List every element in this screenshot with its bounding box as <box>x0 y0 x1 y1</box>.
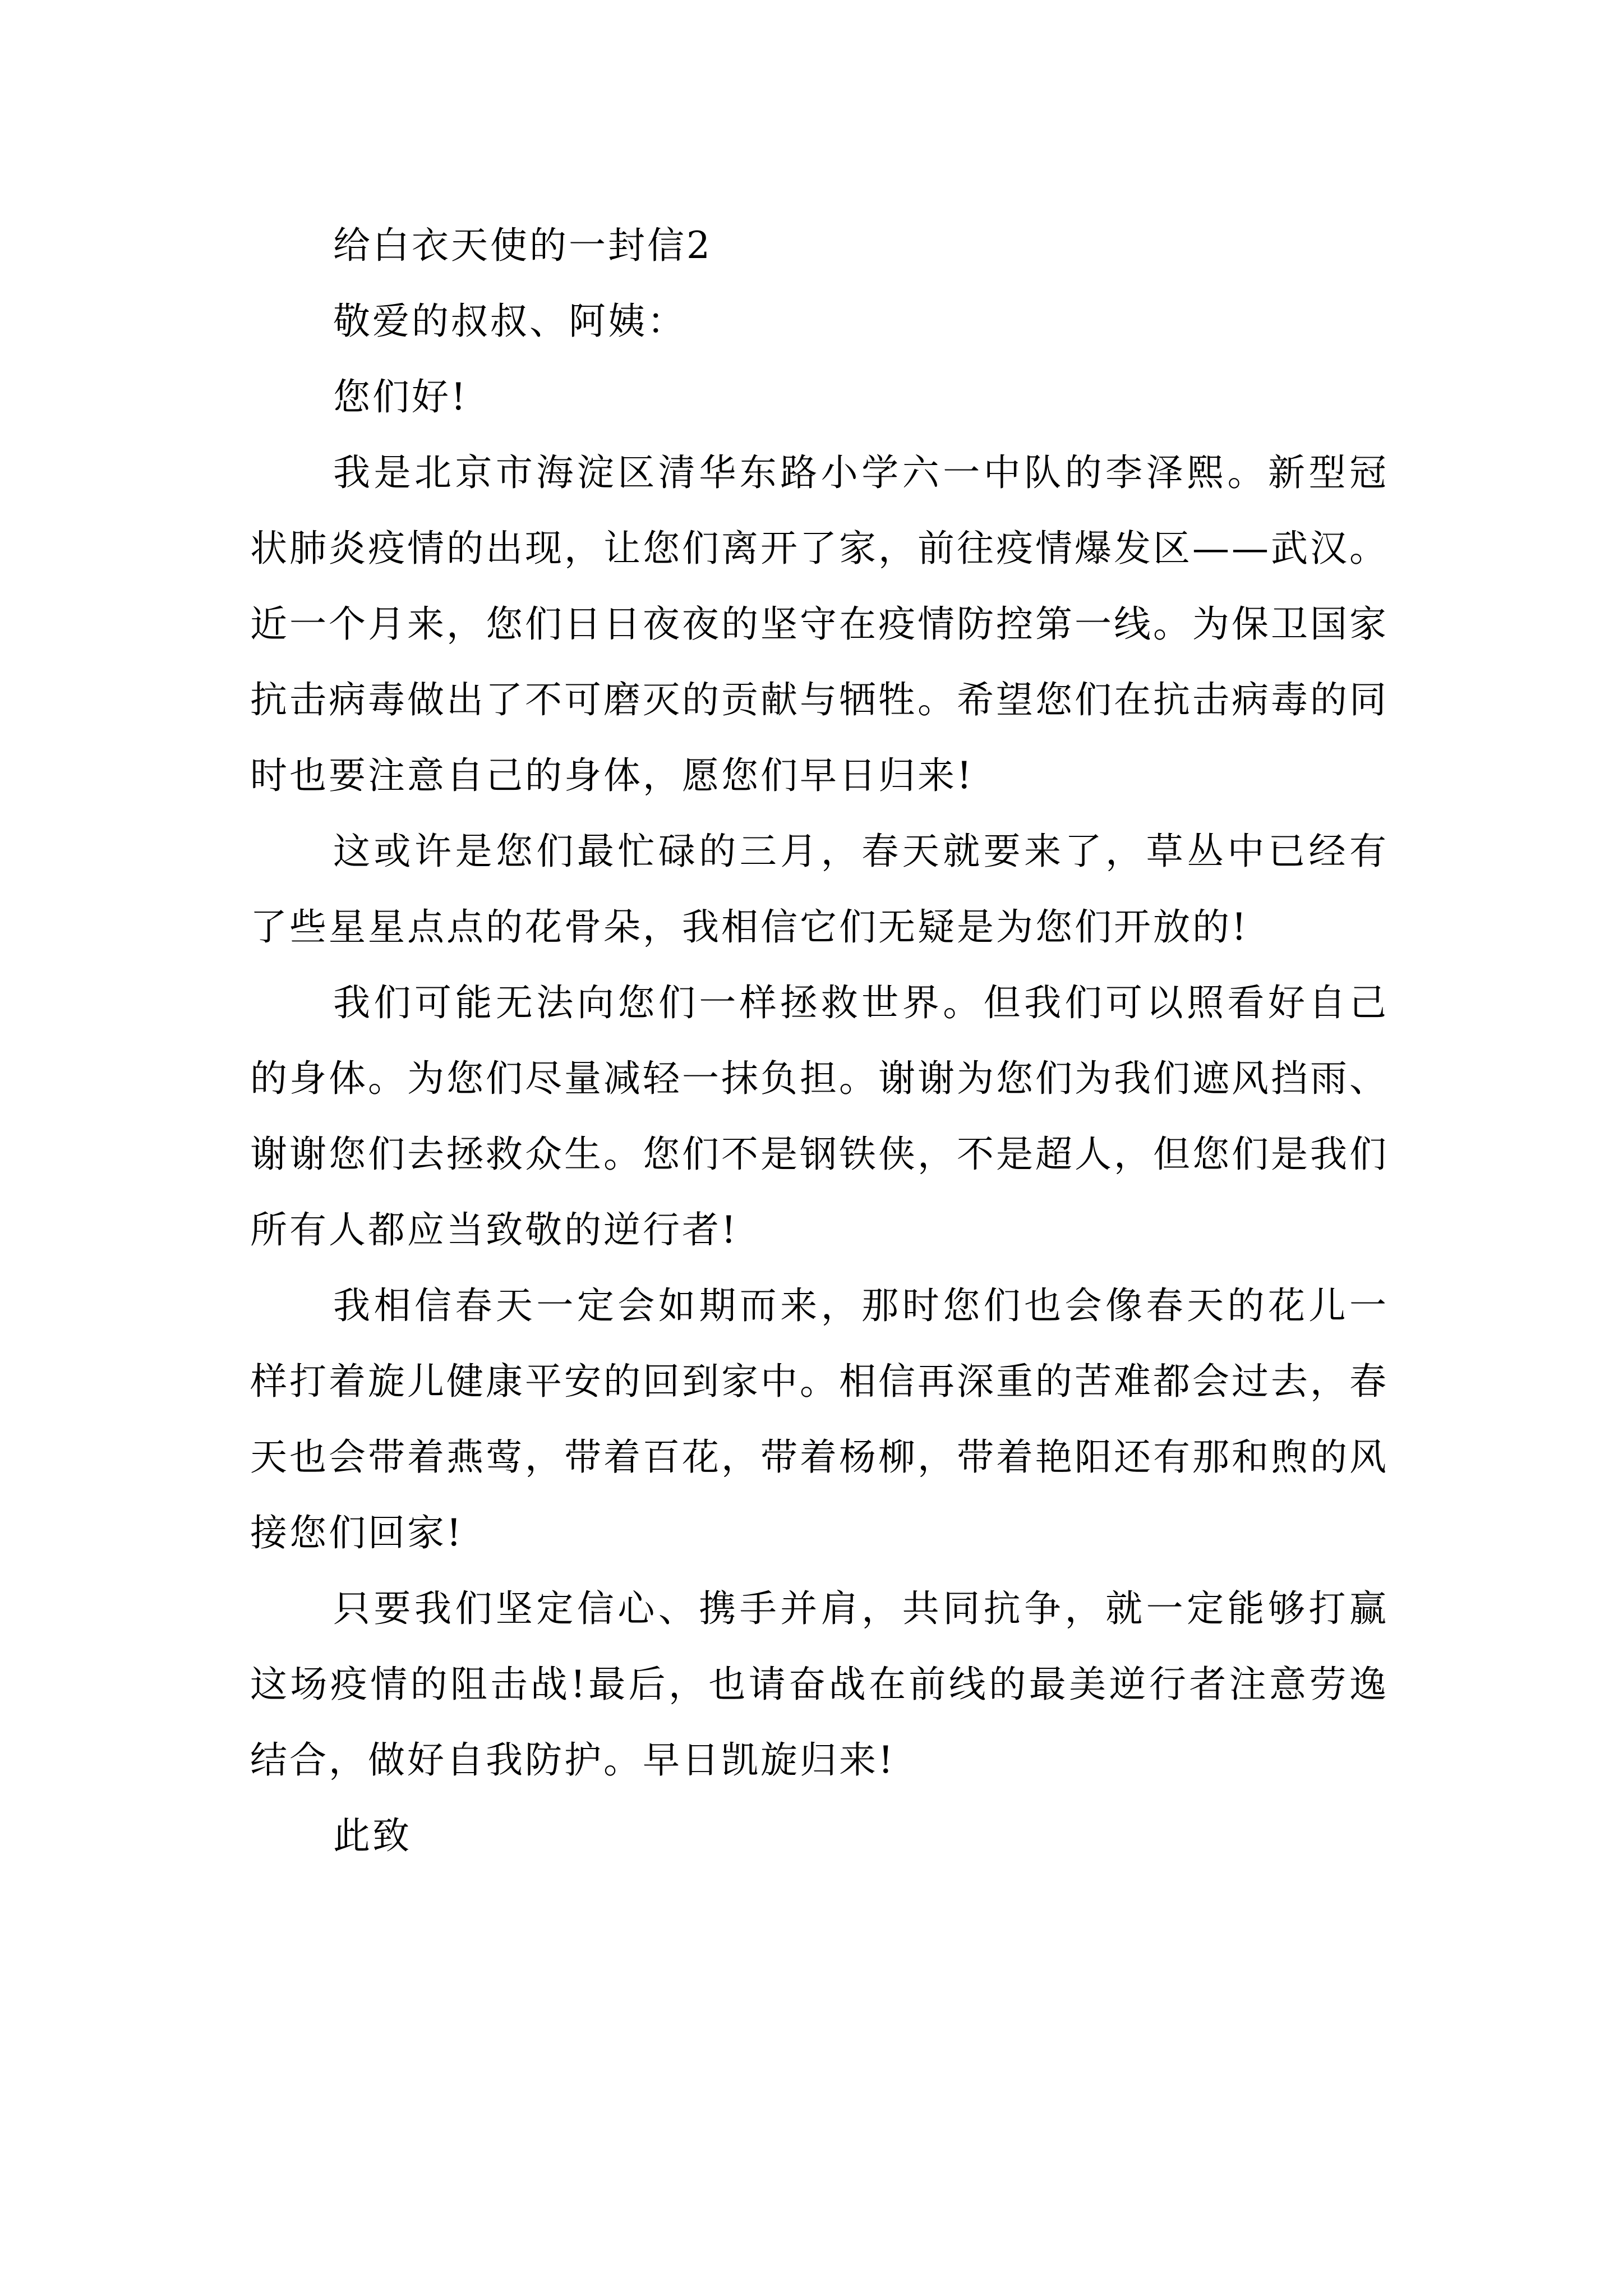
paragraph: 这或许是您们最忙碌的三月，春天就要来了，草丛中已经有了些星星点点的花骨朵，我相信它们无疑是为您们开放的! <box>250 830 1389 949</box>
closing: 此致 <box>333 1814 412 1857</box>
paragraph: 我们可能无法向您们一样拯救世界。但我们可以照看好自己的身体。为您们尽量减轻一抹负担。谢谢为您们为我们遮风挡雨、谢谢您们去拯救众生。您们不是钢铁侠，不是超人，但您们是我们所有人都应当致敬的逆行者! <box>250 981 1389 1251</box>
salutation: 敬爱的叔叔、阿姨： <box>333 300 686 343</box>
greeting: 您们好! <box>333 375 468 418</box>
letter-title: 给白衣天使的一封信2 <box>333 224 712 267</box>
letter-body <box>250 208 1389 1874</box>
paragraph: 我相信春天一定会如期而来，那时您们也会像春天的花儿一样打着旋儿健康平安的回到家中。相信再深重的苦难都会过去，春天也会带着燕莺，带着百花，带着杨柳，带着艳阳还有那和煦的风接您们回家! <box>250 1284 1389 1554</box>
paragraph: 我是北京市海淀区清华东路小学六一中队的李泽熙。新型冠状肺炎疫情的出现，让您们离开了家，前往疫情爆发区——武汉。近一个月来，您们日日夜夜的坚守在疫情防控第一线。为保卫国家抗击病毒做出了不可磨灭的贡献与牺牲。希望您们在抗击病毒的同时也要注意自己的身体，愿您们早日归来! <box>250 451 1389 797</box>
paragraph: 只要我们坚定信心、携手并肩，共同抗争，就一定能够打赢这场疫情的阻击战!最后，也请奋战在前线的最美逆行者注意劳逸结合，做好自我防护。早日凯旋归来! <box>250 1587 1389 1782</box>
